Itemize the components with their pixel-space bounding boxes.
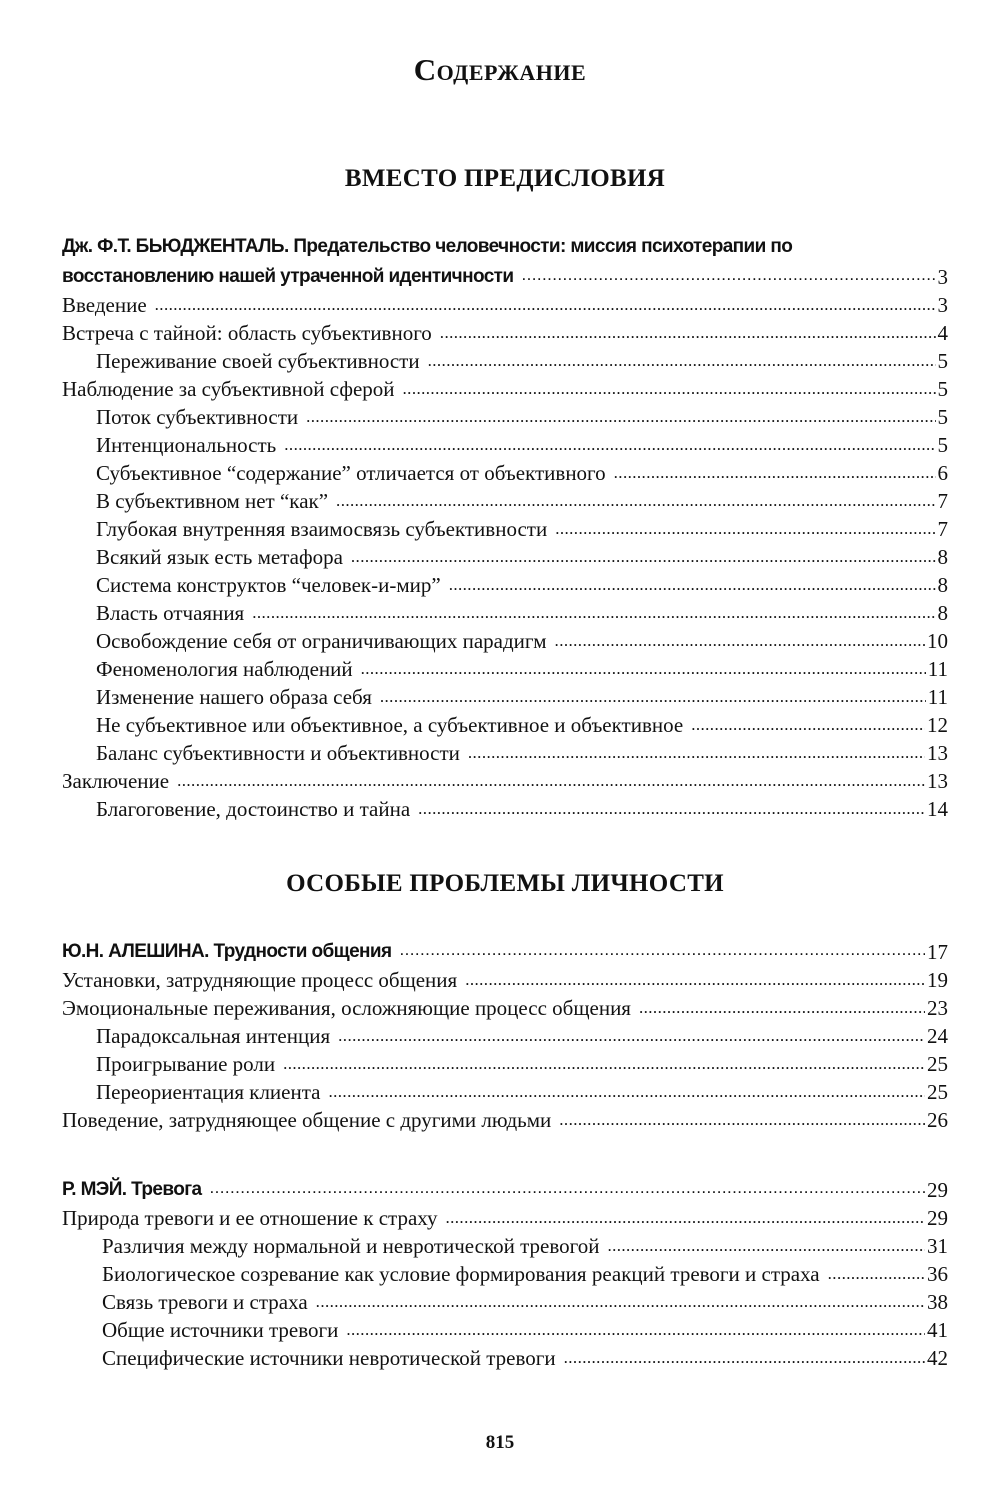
- toc-entry: [62, 1288, 948, 1316]
- toc-entry-page: 38: [927, 1290, 948, 1314]
- toc-entry: [62, 739, 948, 767]
- toc-entry: [62, 683, 948, 711]
- toc-entry: [62, 291, 948, 319]
- toc-entry: [62, 1260, 948, 1288]
- toc-entry: [62, 655, 948, 683]
- toc-entry-page: 12: [927, 713, 948, 737]
- toc-entry-title: Интенциональность .....: [96, 433, 276, 457]
- toc-entry: [62, 1316, 948, 1344]
- toc-entry-title: Различия между нормальной и невротической тревогой .....: [102, 1234, 599, 1258]
- toc-entry-title: Наблюдение за субъективной сферой .....: [62, 377, 395, 401]
- toc-entry-title: Проигрывание роли .....: [96, 1052, 275, 1076]
- toc-entry: [62, 711, 948, 739]
- toc-entry: [62, 1022, 948, 1050]
- toc-entry-page: 10: [927, 629, 948, 653]
- toc-entry-page: 41: [927, 1318, 948, 1342]
- toc-entry-page: 5: [937, 377, 948, 401]
- toc-entry-title: Биологическое созревание как условие формирования реакций тревоги и страха .....: [102, 1262, 820, 1286]
- toc-entry-page: 31: [927, 1234, 948, 1258]
- toc-entry-title: Изменение нашего образа себя .....: [96, 685, 372, 709]
- toc-entry: [62, 543, 948, 571]
- toc-entry: [62, 1174, 948, 1204]
- toc-entry-title: Заключение .....: [62, 769, 169, 793]
- toc-entry-page: 7: [937, 489, 948, 513]
- toc-entry: [62, 994, 948, 1022]
- toc-entry-title: Введение .....: [62, 293, 147, 317]
- toc-entry-title: Переживание своей субъективности .....: [96, 349, 420, 373]
- toc-entry-title: Освобождение себя от ограничивающих парадигм .....: [96, 629, 547, 653]
- toc-entry-title: Связь тревоги и страха .....: [102, 1290, 308, 1314]
- toc-entry: [62, 319, 948, 347]
- toc-entry: [62, 966, 948, 994]
- toc-entry-page: 5: [937, 433, 948, 457]
- toc-entry-page: 24: [927, 1024, 948, 1048]
- toc-entry-title: Встреча с тайной: область субъективного .....: [62, 321, 432, 345]
- toc-entry-title: Парадоксальная интенция .....: [96, 1024, 330, 1048]
- toc-entry-page: 17: [927, 940, 948, 964]
- toc-entry-title: Глубокая внутренняя взаимосвязь субъективности .....: [96, 517, 547, 541]
- toc-entry-page: 3: [937, 265, 948, 289]
- toc-entry-title: Р. МЭЙ. Тревога .....: [62, 1179, 202, 1200]
- toc-entry: [62, 459, 948, 487]
- toc-entry: [62, 795, 948, 823]
- toc-entry-title: Дж. Ф.Т. БЬЮДЖЕНТАЛЬ. Предательство человечности: миссия психотерапии по восстановлению нашей утраченной идентичности .....: [62, 236, 792, 287]
- toc-entry: [62, 1050, 948, 1078]
- toc-entry: [62, 627, 948, 655]
- toc-entry: [62, 767, 948, 795]
- toc-entry-page: 11: [927, 685, 948, 709]
- toc-entry-page: 13: [927, 769, 948, 793]
- toc-group: [62, 1174, 948, 1372]
- toc-entry-title: Ю.Н. АЛЕШИНА. Трудности общения .....: [62, 941, 392, 962]
- toc-entry: [62, 1232, 948, 1260]
- toc-entry-title: Природа тревоги и ее отношение к страху .....: [62, 1206, 437, 1230]
- toc-entry-page: 4: [937, 321, 948, 345]
- page-title: Содержание: [413, 52, 587, 87]
- toc-entry: [62, 1204, 948, 1232]
- toc-entry-title: Поток субъективности .....: [96, 405, 298, 429]
- toc-entry-page: 8: [937, 545, 948, 569]
- toc-entry: [62, 1344, 948, 1372]
- toc-entry: [62, 1078, 948, 1106]
- toc-entry-page: 29: [927, 1178, 948, 1202]
- toc-entry-title: Субъективное “содержание” отличается от объективного .....: [96, 461, 606, 485]
- toc-group: [62, 936, 948, 1134]
- toc-entry-title: Общие источники тревоги .....: [102, 1318, 338, 1342]
- toc-entry-page: 14: [927, 797, 948, 821]
- toc-entry-title: Система конструктов “человек-и-мир” .....: [96, 573, 441, 597]
- toc-entry-title: Благоговение, достоинство и тайна .....: [96, 797, 410, 821]
- toc-entry-title: В субъективном нет “как” .....: [96, 489, 328, 513]
- toc-entry-page: 23: [927, 996, 948, 1020]
- toc-entry-page: 7: [937, 517, 948, 541]
- toc-entry: [62, 347, 948, 375]
- section-heading: ОСОБЫЕ ПРОБЛЕМЫ ЛИЧНОСТИ: [286, 870, 724, 897]
- toc-entry-title: Эмоциональные переживания, осложняющие процесс общения .....: [62, 996, 631, 1020]
- toc-entry: [62, 936, 948, 966]
- toc-entry-page: 11: [927, 657, 948, 681]
- toc-entry: [62, 1106, 948, 1134]
- toc-group: [62, 231, 948, 823]
- toc-entry-page: 25: [927, 1080, 948, 1104]
- toc-entry-page: 5: [937, 349, 948, 373]
- toc-entry: [62, 599, 948, 627]
- toc-entry-page: 5: [937, 405, 948, 429]
- toc-entry: [62, 515, 948, 543]
- toc-entry-page: 3: [937, 293, 948, 317]
- page-number: 815: [485, 1432, 515, 1453]
- section-heading: ВМЕСТО ПРЕДИСЛОВИЯ: [344, 165, 666, 192]
- toc-entry-title: Феноменология наблюдений .....: [96, 657, 353, 681]
- toc-entry-title: Установки, затрудняющие процесс общения .....: [62, 968, 457, 992]
- toc-entry-page: 19: [927, 968, 948, 992]
- toc-entry: [62, 571, 948, 599]
- toc-entry-page: 42: [927, 1346, 948, 1370]
- toc-entry: [62, 375, 948, 403]
- toc-entry-page: 26: [927, 1108, 948, 1132]
- toc-entry-title: Переориентация клиента .....: [96, 1080, 320, 1104]
- toc-section: [62, 165, 948, 823]
- toc-entry-page: 6: [937, 461, 948, 485]
- toc-entry-page: 25: [927, 1052, 948, 1076]
- toc-entry-page: 36: [927, 1262, 948, 1286]
- toc-entry: [62, 403, 948, 431]
- toc-entry: [62, 487, 948, 515]
- toc-section: [62, 870, 948, 1372]
- toc-entry-page: 13: [927, 741, 948, 765]
- toc-entry-page: 8: [937, 573, 948, 597]
- toc-entry-title: Поведение, затрудняющее общение с другими людьми .....: [62, 1108, 551, 1132]
- toc-entry-title: Не субъективное или объективное, а субъективное и объективное .....: [96, 713, 683, 737]
- toc-entry-page: 8: [937, 601, 948, 625]
- toc-entry-title: Специфические источники невротической тревоги .....: [102, 1346, 556, 1370]
- toc-entry-title: Всякий язык есть метафора .....: [96, 545, 343, 569]
- toc-entry-title: Власть отчаяния .....: [96, 601, 244, 625]
- toc-entry: [62, 231, 948, 291]
- toc-entry-page: 29: [927, 1206, 948, 1230]
- toc-entry: [62, 431, 948, 459]
- toc-entry-title: Баланс субъективности и объективности .....: [96, 741, 460, 765]
